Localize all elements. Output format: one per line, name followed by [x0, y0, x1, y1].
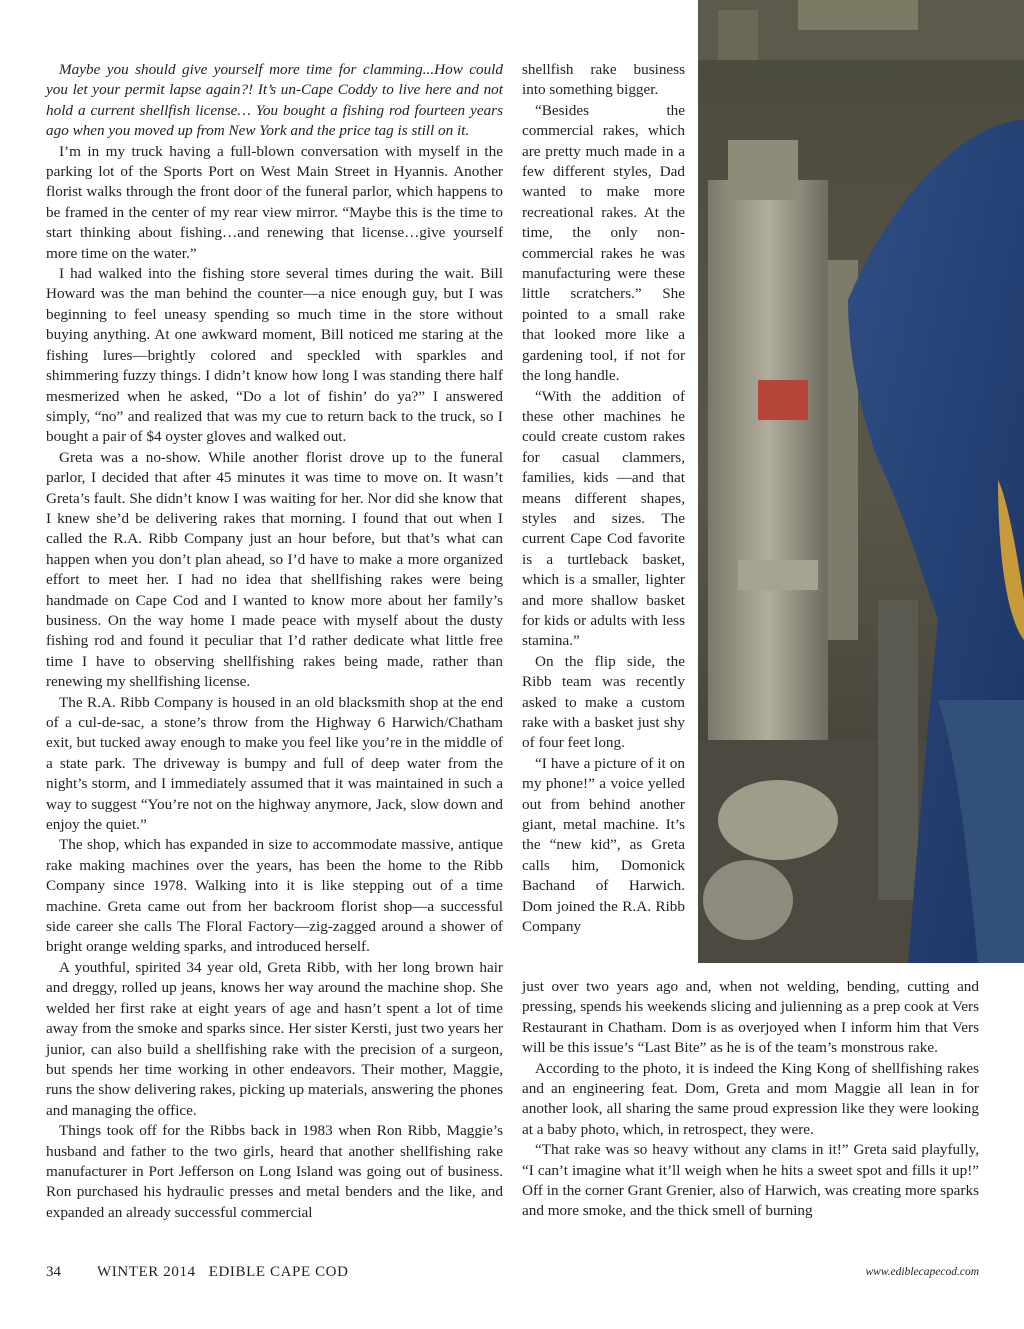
article-column-2 — [522, 60, 685, 980]
issue-label: WINTER 2014 EDIBLE CAPE COD — [97, 1264, 349, 1280]
paragraph: shellfish rake business into something bigger. — [522, 61, 685, 99]
page-number: 34 — [46, 1264, 61, 1280]
article-column-1 — [46, 60, 503, 1223]
paragraph: Greta was a no-show. While another florist drove up to the funeral parlor, I decided that after 45 minutes it was time to move on. It wasn’t Greta’s fault. She didn’t know I was waiting for her. Nor did she know that I knew she’d be delivering rakes that morning. I found that out when I called the R.A. Ribb Company just an hour before, but that’s what can happen when you don’t plan ahead, so I’d have to make a more organized effort to meet her. I had no idea that shellfishing rakes were being handmade on Cape Cod and I wanted to know more about her family’s business. On the way home I made peace with myself about the dusty fishing rod and found it peculiar that I’d rather dedicate what little free time I have to observing shellfishing rakes being made, rather than renewing my shellfishing license. — [46, 448, 503, 691]
paragraph: On the flip side, the Ribb team was recently asked to make a custom rake with a basket just shy of four feet long. — [522, 652, 685, 752]
paragraph: The R.A. Ribb Company is housed in an old blacksmith shop at the end of a cul-de-sac, a stone’s throw from the Highway 6 Harwich/Chatham exit, but tucked away enough to make you feel like you’re in the middle of a state park. The driveway is bumpy and full of deep water from the night’s storm, and I immediately assumed that it was maintained in such a way to suggest “You’re not on the highway anymore, Jack, slow down and enjoy the quiet.” — [46, 693, 503, 834]
paragraph: just over two years ago and, when not welding, bending, cutting and pressing, spends his weekends slicing and julienning as a prep cook at Vers Restaurant in Chatham. Dom is as overjoyed when I inform him that Vers will be this issue’s “Last Bite” as he is of the team’s monstrous rake. — [522, 978, 979, 1057]
workshop-photo-illustration — [698, 0, 1024, 963]
article-column-3 — [522, 977, 979, 1222]
paragraph: According to the photo, it is indeed the King Kong of shellfishing rakes and an engineering feat. Dom, Greta and mom Maggie all lean in for another look, all sharing the same proud expression like they were looking at a baby photo, which, in retrospect, they were. — [522, 1059, 979, 1138]
workshop-photo — [698, 0, 1024, 963]
paragraph: “With the addition of these other machines he could create custom rakes for casual clammers, families, kids —and that means different shapes, styles and sizes. The current Cape Cod favorite is a turtleback basket, which is a smaller, lighter and more shallow basket for kids or adults with less stamina.” — [522, 387, 685, 650]
paragraph: A youthful, spirited 34 year old, Greta Ribb, with her long brown hair and dreggy, rolled up jeans, knows her way around the machine shop. She welded her first rake at eight years of age and hasn’t spent a lot of time away from the smoke and sparks since. Her sister Kersti, just two years her junior, can also build a shellfishing rake with the precision of a surgeon, but spends her time working in other endeavors. Their mother, Maggie, runs the show delivering rakes, picking up materials, answering the phones and managing the office. — [46, 958, 503, 1119]
paragraph: I’m in my truck having a full-blown conversation with myself in the parking lot of the Sports Port on West Main Street in Hyannis. Another florist walks through the front door of the funeral parlor, which happens to be framed in the center of my rear view mirror. “Maybe this is the time to start thinking about fishing…and renewing that license…give yourself more time on the water.” — [46, 142, 503, 262]
website-url: www.ediblecapecod.com — [865, 1266, 979, 1278]
paragraph: “That rake was so heavy without any clams in it!” Greta said playfully, “I can’t imagine what it’ll weigh when he hits a sweet spot and fills it up!” Off in the corner Grant Grenier, also of Harwich, was creating more sparks and more smoke, and the thick smell of burning — [522, 1141, 979, 1220]
paragraph: “I have a picture of it on my phone!” a voice yelled out from behind another giant, metal machine. It’s the “new kid”, as Greta calls him, Domonick Bachand of Harwich. Dom joined the R.A. Ribb Company — [522, 754, 685, 936]
paragraph: I had walked into the fishing store several times during the wait. Bill Howard was the man behind the counter—a nice enough guy, but I was beginning to feel uneasy spending so much time in the store without buying anything. At one awkward moment, Bill noticed me staring at the fishing lures—brightly colored and speckled with sparkles and shimmering fuzzy things. I didn’t know how long I was standing there half mesmerized when he asked, “Do a lot of fishin’ do ya?” I answered simply, “no” and realized that was my cue to return back to the truck, so I bought a pair of $4 oyster gloves and walked out. — [46, 265, 503, 446]
intro-paragraph: Maybe you should give yourself more time for clamming...How could you let your permit lapse again?! It’s un-Cape Coddy to live here and not hold a current shellfish license… You bought a fishing rod fourteen years ago when you moved up from New York and the price tag is still on it. — [46, 61, 503, 140]
paragraph: The shop, which has expanded in size to accommodate massive, antique rake making machines over the years, has been the home to the Ribb Company since 1978. Walking into it is like stepping out of a time machine. Greta came out from her backroom florist shop—a successful side career she calls The Floral Factory—zig-zagged around a shower of bright orange welding sparks, and introduced herself. — [46, 836, 503, 956]
paragraph: Things took off for the Ribbs back in 1983 when Ron Ribb, Maggie’s husband and father to the two girls, heard that another shellfishing rake manufacturer in Port Jefferson on Long Island was going out of business. Ron purchased his hydraulic presses and metal benders and the like, and expanded an already successful commercial — [46, 1122, 503, 1221]
paragraph: “Besides the commercial rakes, which are pretty much made in a few different styles, Dad wanted to make more recreational rakes. At the time, the only non-commercial rakes he was manufacturing were these little scratchers.” She pointed to a small rake that looked more like a gardening tool, if not for the long handle. — [522, 101, 685, 385]
